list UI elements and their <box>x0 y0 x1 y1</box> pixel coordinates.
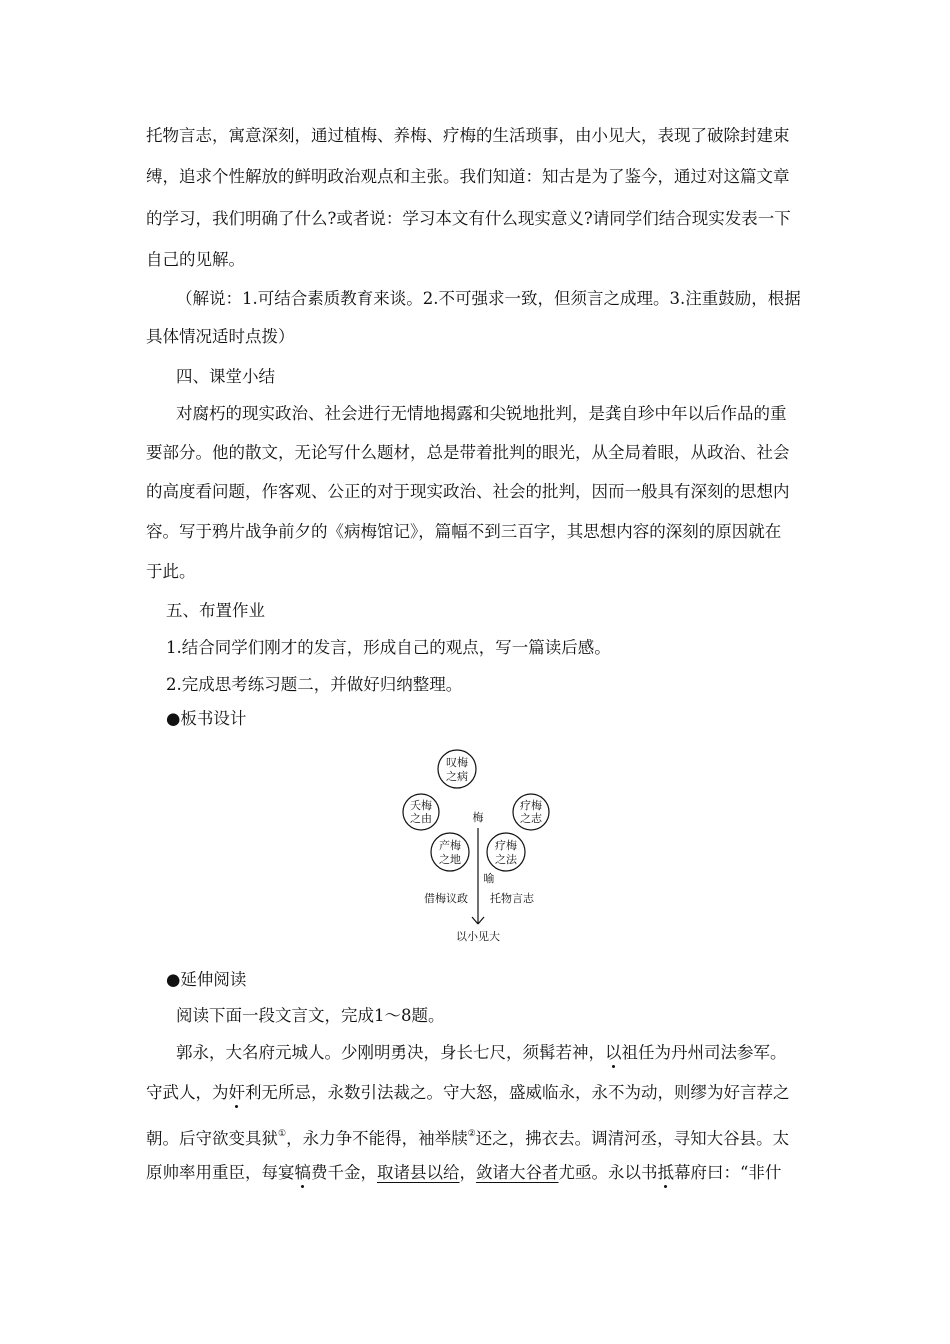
svg-text:之法: 之法 <box>495 853 517 866</box>
circle-node <box>487 833 525 871</box>
passage-line <box>176 1043 787 1063</box>
paragraph-line: 于此。 <box>146 562 196 581</box>
board-design-heading: ●板书设计 <box>166 709 247 728</box>
text-span: 原帅率用重臣，每宴 <box>146 1163 295 1182</box>
svg-text:之病: 之病 <box>446 770 468 783</box>
dotted-word: 奸 <box>228 1083 245 1102</box>
diagram-top-word: 梅 <box>472 811 484 824</box>
text-span: 守武人，为 <box>146 1083 229 1102</box>
svg-text:疗梅: 疗梅 <box>520 799 542 812</box>
reading-intro: 阅读下面一段文言文，完成1～8题。 <box>176 1006 445 1025</box>
text-span: 还之，拂衣去。调清河丞，寻知大谷县。太 <box>475 1129 790 1148</box>
paragraph-line: 的学习，我们明确了什么?或者说：学习本文有什么现实意义?请同学们结合现实发表一下 <box>146 209 791 228</box>
svg-text:之由: 之由 <box>410 812 432 825</box>
text-span: ，永力争不能得，袖举牍 <box>286 1129 468 1148</box>
dotted-word: 抵 <box>657 1163 674 1182</box>
diagram-bottom-word: 以小见大 <box>456 930 500 943</box>
svg-text:产梅: 产梅 <box>439 839 461 852</box>
underlined-phrase: 取诸县以给 <box>377 1163 460 1182</box>
section-heading: 五、布置作业 <box>166 601 265 620</box>
diagram-right-word: 托物言志 <box>490 892 534 905</box>
paragraph-line: 托物言志，寓意深刻，通过植梅、养梅、疗梅的生活琐事，由小见大，表现了破除封建束 <box>146 126 790 145</box>
paragraph-line: 对腐朽的现实政治、社会进行无情地揭露和尖锐地批判，是龚自珍中年以后作品的重 <box>176 404 787 423</box>
svg-text:之志: 之志 <box>520 812 542 825</box>
passage-line <box>146 1083 790 1103</box>
dotted-word: 犒 <box>294 1163 311 1182</box>
circle-node <box>431 833 469 871</box>
homework-item: 1.结合同学们刚才的发言，形成自己的观点，写一篇读后感。 <box>166 638 611 657</box>
svg-text:叹梅: 叹梅 <box>446 756 468 769</box>
text-span: 费千金， <box>311 1163 377 1182</box>
passage-line <box>146 1124 789 1149</box>
text-span: 郭永，大名府元城人。少刚明勇决，身长七尺，须髯若神， <box>176 1043 605 1062</box>
svg-text:之地: 之地 <box>439 853 461 866</box>
diagram-mid-word: 喻 <box>483 872 495 885</box>
text-span: 尤亟。永以书 <box>558 1163 658 1182</box>
circle-node <box>403 794 439 830</box>
footnote-mark: ① <box>278 1129 287 1139</box>
dotted-word: 以 <box>605 1043 622 1062</box>
paragraph-line: 容。写于鸦片战争前夕的《病梅馆记》，篇幅不到三百字，其思想内容的深刻的原因就在 <box>146 522 782 541</box>
text-span: ， <box>459 1163 476 1182</box>
explanation-line: （解说：1.可结合素质教育来谈。2.不可强求一致，但须言之成理。3.注重鼓励，根据 <box>176 289 801 308</box>
paragraph-line: 缚，追求个性解放的鲜明政治观点和主张。我们知道：知古是为了鉴今，通过对这篇文章 <box>146 167 790 186</box>
svg-text:夭梅: 夭梅 <box>410 799 432 812</box>
text-span: 利无所忌，永数引法裁之。守大怒，盛威临永，永不为动，则缪为好言荐之 <box>245 1083 790 1102</box>
footnote-mark: ② <box>467 1129 476 1139</box>
paragraph-line: 自己的见解。 <box>146 250 245 269</box>
explanation-line: 具体情况适时点拨） <box>146 327 295 346</box>
circle-node <box>513 794 549 830</box>
board-design-diagram <box>395 742 555 947</box>
paragraph-line: 的高度看问题，作客观、公正的对于现实政治、社会的批判，因而一般具有深刻的思想内 <box>146 482 790 501</box>
circle-node <box>438 750 476 788</box>
homework-item: 2.完成思考练习题二，并做好归纳整理。 <box>166 675 463 694</box>
passage-line <box>146 1163 781 1183</box>
text-span: 幕府曰：“非什 <box>674 1163 782 1182</box>
extended-reading-heading: ●延伸阅读 <box>166 970 247 989</box>
svg-text:疗梅: 疗梅 <box>495 839 517 852</box>
text-span: 祖任为丹州司法参军。 <box>621 1043 787 1062</box>
section-heading: 四、课堂小结 <box>176 367 275 386</box>
diagram-left-word: 借梅议政 <box>424 892 468 905</box>
paragraph-line: 要部分。他的散文，无论写什么题材，总是带着批判的眼光，从全局着眼，从政治、社会 <box>146 443 790 462</box>
text-span: 朝。后守欲变具狱 <box>146 1129 278 1148</box>
underlined-phrase: 敛诸大谷者 <box>476 1163 559 1182</box>
